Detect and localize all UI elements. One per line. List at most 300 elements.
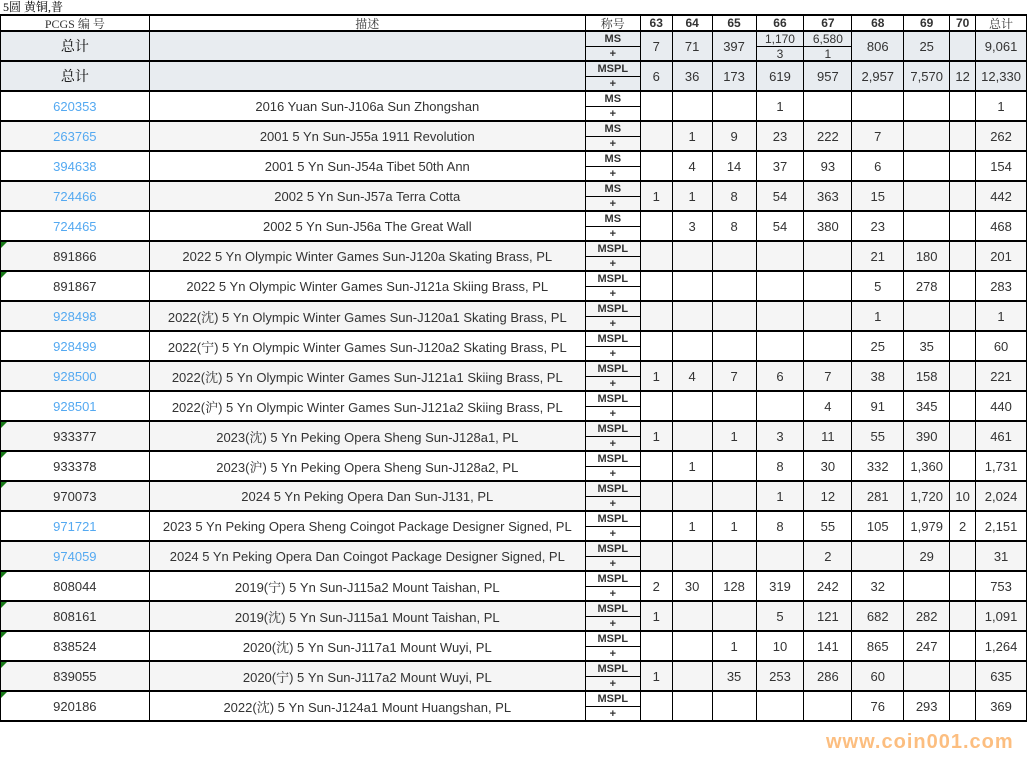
grade-cell: 7 xyxy=(712,362,756,390)
coin-row xyxy=(1,122,1026,152)
header-total: 总计 xyxy=(975,16,1026,30)
grade-cell: 180 xyxy=(903,242,949,270)
designation-cell xyxy=(585,32,640,60)
grade-cell xyxy=(672,332,712,360)
grade-cell xyxy=(949,692,975,720)
grade-cell: 9 xyxy=(712,122,756,150)
total-cell: 442 xyxy=(975,182,1026,210)
grade-cell xyxy=(712,542,756,570)
grade-cell: 7,570 xyxy=(903,62,949,90)
designation-top: MSPL xyxy=(586,572,640,587)
designation-plus: + xyxy=(609,528,616,540)
grade-cell xyxy=(949,542,975,570)
designation-cell xyxy=(585,452,640,480)
total-cell: 9,061 xyxy=(975,32,1026,60)
total-cell: 461 xyxy=(975,422,1026,450)
grade-cell xyxy=(949,272,975,300)
pcgs-number: 838524 xyxy=(53,638,97,654)
pcgs-cell xyxy=(1,512,149,540)
designation-plus: + xyxy=(609,588,616,600)
description-cell: 2001 5 Yn Sun-J55a 1911 Revolution xyxy=(149,122,585,150)
header-grade-65: 65 xyxy=(712,16,756,30)
description-cell: 2002 5 Yn Sun-J57a Terra Cotta xyxy=(149,182,585,210)
grade-cell xyxy=(803,242,851,270)
grade-cell: 247 xyxy=(903,632,949,660)
grade-cell xyxy=(672,272,712,300)
coin-row xyxy=(1,512,1026,542)
grade-cell: 1 xyxy=(672,452,712,480)
designation-top: MSPL xyxy=(586,692,640,707)
grade-cell: 8 xyxy=(756,512,804,540)
designation-cell xyxy=(585,542,640,570)
designation-top: MSPL xyxy=(586,602,640,617)
grade-cell: 957 xyxy=(803,62,851,90)
watermark: www.coin001.com xyxy=(826,731,1014,753)
grade-cell: 865 xyxy=(851,632,903,660)
grade-cell: 8 xyxy=(756,452,804,480)
grade-cell: 7 xyxy=(851,122,903,150)
pcgs-number: 920186 xyxy=(53,698,97,714)
grade-cell xyxy=(672,692,712,720)
grade-cell xyxy=(949,242,975,270)
grade-cell xyxy=(949,572,975,600)
pcgs-cell xyxy=(1,242,149,270)
grade-value-bottom: 1 xyxy=(824,47,832,60)
totals-description-cell xyxy=(149,62,585,90)
grade-cell xyxy=(949,422,975,450)
pcgs-number-link[interactable]: 724466 xyxy=(53,188,97,204)
row-marker-icon xyxy=(1,272,7,278)
grade-cell: 1 xyxy=(712,512,756,540)
grade-cell: 12 xyxy=(949,62,975,90)
pcgs-number-link[interactable]: 620353 xyxy=(53,98,97,114)
total-cell: 283 xyxy=(975,272,1026,300)
grade-cell: 36 xyxy=(672,62,712,90)
pcgs-cell xyxy=(1,422,149,450)
designation-top: MSPL xyxy=(586,62,640,77)
grade-cell xyxy=(672,482,712,510)
designation-top: MS xyxy=(586,152,640,167)
designation-cell xyxy=(585,122,640,150)
grade-cell: 390 xyxy=(903,422,949,450)
designation-plus: + xyxy=(609,48,616,60)
grade-cell xyxy=(640,152,672,180)
pcgs-number-link[interactable]: 928501 xyxy=(53,398,97,414)
grade-cell xyxy=(949,662,975,690)
pcgs-cell xyxy=(1,482,149,510)
designation-plus: + xyxy=(609,318,616,330)
designation-cell xyxy=(585,152,640,180)
total-cell: 154 xyxy=(975,152,1026,180)
grade-cell xyxy=(903,122,949,150)
coin-row xyxy=(1,422,1026,452)
pcgs-number: 933377 xyxy=(53,428,97,444)
description-cell: 2023(沪) 5 Yn Peking Opera Sheng Sun-J128a2, PL xyxy=(149,452,585,480)
pcgs-cell xyxy=(1,452,149,480)
pcgs-number-link[interactable]: 394638 xyxy=(53,158,97,174)
grade-cell xyxy=(851,92,903,120)
grade-cell xyxy=(712,602,756,630)
coin-row xyxy=(1,692,1026,722)
grade-cell: 3 xyxy=(672,212,712,240)
grade-cell xyxy=(949,152,975,180)
grade-cell: 1 xyxy=(640,362,672,390)
grade-cell xyxy=(640,92,672,120)
row-marker-icon xyxy=(1,662,7,668)
designation-plus: + xyxy=(609,138,616,150)
pcgs-number: 808044 xyxy=(53,578,97,594)
grade-cell xyxy=(712,452,756,480)
pcgs-cell xyxy=(1,122,149,150)
designation-plus: + xyxy=(609,618,616,630)
coin-row xyxy=(1,152,1026,182)
pcgs-number-link[interactable]: 724465 xyxy=(53,218,97,234)
coin-row xyxy=(1,542,1026,572)
grade-cell xyxy=(949,302,975,330)
designation-plus: + xyxy=(609,228,616,240)
pcgs-number: 933378 xyxy=(53,458,97,474)
grade-cell: 30 xyxy=(803,452,851,480)
grade-cell xyxy=(756,272,804,300)
header-grade-63: 63 xyxy=(640,16,672,30)
designation-cell xyxy=(585,62,640,90)
designation-plus: + xyxy=(609,408,616,420)
designation-plus: + xyxy=(609,648,616,660)
description-cell: 2023(沈) 5 Yn Peking Opera Sheng Sun-J128a1, PL xyxy=(149,422,585,450)
designation-cell xyxy=(585,272,640,300)
description-cell: 2023 5 Yn Peking Opera Sheng Coingot Package Designer Signed, PL xyxy=(149,512,585,540)
designation-top: MSPL xyxy=(586,302,640,317)
header-grade-69: 69 xyxy=(903,16,949,30)
grade-cell: 15 xyxy=(851,182,903,210)
grade-cell xyxy=(949,92,975,120)
grade-cell xyxy=(672,92,712,120)
total-cell: 1,091 xyxy=(975,602,1026,630)
grade-cell xyxy=(949,122,975,150)
row-marker-icon xyxy=(1,572,7,578)
totals-label: 总计 xyxy=(60,70,89,85)
grade-cell: 8 xyxy=(712,212,756,240)
grade-cell xyxy=(949,32,975,60)
designation-cell xyxy=(585,662,640,690)
grade-cell: 2 xyxy=(803,542,851,570)
grade-cell: 397 xyxy=(712,32,756,60)
designation-plus: + xyxy=(609,498,616,510)
pcgs-number-link[interactable]: 928500 xyxy=(53,368,97,384)
row-marker-icon xyxy=(1,452,7,458)
grade-cell: 332 xyxy=(851,452,903,480)
grade-cell: 10 xyxy=(756,632,804,660)
grade-cell: 8 xyxy=(712,182,756,210)
description-cell: 2022(宁) 5 Yn Olympic Winter Games Sun-J120a2 Skating Brass, PL xyxy=(149,332,585,360)
description-cell: 2001 5 Yn Sun-J54a Tibet 50th Ann xyxy=(149,152,585,180)
total-cell: 2,024 xyxy=(975,482,1026,510)
grade-cell: 1 xyxy=(640,662,672,690)
designation-cell xyxy=(585,362,640,390)
grade-cell xyxy=(949,392,975,420)
description-cell: 2022 5 Yn Olympic Winter Games Sun-J120a Skating Brass, PL xyxy=(149,242,585,270)
total-cell: 201 xyxy=(975,242,1026,270)
grade-cell xyxy=(640,212,672,240)
total-cell: 1,731 xyxy=(975,452,1026,480)
grade-cell xyxy=(949,602,975,630)
grade-cell: 173 xyxy=(712,62,756,90)
grade-cell: 54 xyxy=(756,212,804,240)
grade-cell: 6 xyxy=(640,62,672,90)
grade-cell: 7 xyxy=(803,362,851,390)
row-marker-icon xyxy=(1,242,7,248)
grade-cell xyxy=(756,332,804,360)
grade-cell: 23 xyxy=(851,212,903,240)
total-cell: 1 xyxy=(975,92,1026,120)
grade-cell: 37 xyxy=(756,152,804,180)
total-cell: 12,330 xyxy=(975,62,1026,90)
grade-cell xyxy=(903,92,949,120)
grade-cell xyxy=(712,692,756,720)
pcgs-number-link[interactable]: 928499 xyxy=(53,338,97,354)
total-cell: 262 xyxy=(975,122,1026,150)
grade-cell: 93 xyxy=(803,152,851,180)
total-cell: 753 xyxy=(975,572,1026,600)
grade-cell: 619 xyxy=(756,62,804,90)
grade-cell xyxy=(903,302,949,330)
grade-cell: 242 xyxy=(803,572,851,600)
pcgs-cell xyxy=(1,392,149,420)
total-cell: 221 xyxy=(975,362,1026,390)
grade-cell xyxy=(903,662,949,690)
coin-row xyxy=(1,572,1026,602)
grade-cell xyxy=(712,332,756,360)
grade-cell xyxy=(949,632,975,660)
grade-cell xyxy=(640,632,672,660)
grade-cell: 806 xyxy=(851,32,903,60)
description-cell: 2016 Yuan Sun-J106a Sun Zhongshan xyxy=(149,92,585,120)
grade-cell xyxy=(640,452,672,480)
designation-cell xyxy=(585,512,640,540)
pcgs-number-link[interactable]: 971721 xyxy=(53,518,97,534)
pcgs-cell xyxy=(1,602,149,630)
grade-cell xyxy=(640,332,672,360)
grade-cell: 76 xyxy=(851,692,903,720)
grade-cell: 7 xyxy=(640,32,672,60)
row-marker-icon xyxy=(1,422,7,428)
grade-cell: 380 xyxy=(803,212,851,240)
header-pcgs-number: PCGS 编 号 xyxy=(44,16,105,30)
grade-cell: 54 xyxy=(756,182,804,210)
pcgs-cell xyxy=(1,572,149,600)
coin-row xyxy=(1,602,1026,632)
grade-cell xyxy=(640,542,672,570)
coin-row xyxy=(1,362,1026,392)
grade-cell xyxy=(672,632,712,660)
description-cell: 2022(沈) 5 Yn Olympic Winter Games Sun-J120a1 Skating Brass, PL xyxy=(149,302,585,330)
row-marker-icon xyxy=(1,482,7,488)
grade-cell xyxy=(640,122,672,150)
population-table xyxy=(0,14,1027,722)
grade-cell: 278 xyxy=(903,272,949,300)
designation-cell xyxy=(585,422,640,450)
grade-cell xyxy=(903,152,949,180)
coin-row xyxy=(1,482,1026,512)
grade-cell xyxy=(640,392,672,420)
coin-row xyxy=(1,242,1026,272)
grade-cell: 10 xyxy=(949,482,975,510)
designation-top: MSPL xyxy=(586,422,640,437)
coin-row xyxy=(1,92,1026,122)
designation-top: MSPL xyxy=(586,512,640,527)
coin-row xyxy=(1,632,1026,662)
total-cell: 2,151 xyxy=(975,512,1026,540)
grade-cell: 55 xyxy=(803,512,851,540)
pcgs-number: 839055 xyxy=(53,668,97,684)
description-cell: 2022(沪) 5 Yn Olympic Winter Games Sun-J121a2 Skiing Brass, PL xyxy=(149,392,585,420)
grade-cell: 1,360 xyxy=(903,452,949,480)
grade-cell: 3 xyxy=(756,422,804,450)
pcgs-cell xyxy=(1,542,149,570)
pcgs-cell xyxy=(1,212,149,240)
description-cell: 2022(沈) 5 Yn Olympic Winter Games Sun-J121a1 Skiing Brass, PL xyxy=(149,362,585,390)
grade-cell xyxy=(672,242,712,270)
designation-top: MSPL xyxy=(586,542,640,557)
grade-cell: 2,957 xyxy=(851,62,903,90)
grade-cell xyxy=(756,302,804,330)
header-description: 描述 xyxy=(149,16,585,30)
grade-cell xyxy=(851,542,903,570)
grade-cell: 1 xyxy=(756,92,804,120)
total-cell: 440 xyxy=(975,392,1026,420)
coin-row xyxy=(1,392,1026,422)
description-cell: 2022(沈) 5 Yn Sun-J124a1 Mount Huangshan, PL xyxy=(149,692,585,720)
grade-cell xyxy=(803,92,851,120)
grade-cell: 4 xyxy=(672,362,712,390)
designation-cell xyxy=(585,182,640,210)
designation-plus: + xyxy=(609,468,616,480)
designation-cell xyxy=(585,212,640,240)
coin-row xyxy=(1,212,1026,242)
designation-top: MSPL xyxy=(586,662,640,677)
designation-plus: + xyxy=(609,438,616,450)
totals-row xyxy=(1,32,1026,62)
total-cell: 60 xyxy=(975,332,1026,360)
header-grade-64: 64 xyxy=(672,16,712,30)
grade-cell xyxy=(672,662,712,690)
grade-cell: 293 xyxy=(903,692,949,720)
designation-top: MSPL xyxy=(586,392,640,407)
designation-plus: + xyxy=(609,78,616,90)
grade-cell: 281 xyxy=(851,482,903,510)
grade-cell xyxy=(640,692,672,720)
pcgs-cell xyxy=(1,92,149,120)
designation-top: MSPL xyxy=(586,452,640,467)
pcgs-number: 891867 xyxy=(53,278,97,294)
designation-plus: + xyxy=(609,678,616,690)
grade-cell xyxy=(712,302,756,330)
grade-cell: 6 xyxy=(851,152,903,180)
coin-row xyxy=(1,452,1026,482)
grade-cell xyxy=(949,362,975,390)
pcgs-number-link[interactable]: 263765 xyxy=(53,128,97,144)
grade-cell: 30 xyxy=(672,572,712,600)
grade-cell: 91 xyxy=(851,392,903,420)
designation-cell xyxy=(585,632,640,660)
designation-cell xyxy=(585,332,640,360)
pcgs-number-link[interactable]: 928498 xyxy=(53,308,97,324)
grade-cell: 21 xyxy=(851,242,903,270)
designation-top: MSPL xyxy=(586,242,640,257)
grade-cell: 286 xyxy=(803,662,851,690)
grade-cell: 2 xyxy=(949,512,975,540)
grade-cell: 1 xyxy=(640,182,672,210)
grade-value-bottom: 3 xyxy=(776,47,784,60)
grade-cell: 25 xyxy=(851,332,903,360)
grade-cell xyxy=(756,692,804,720)
designation-cell xyxy=(585,92,640,120)
grade-cell xyxy=(949,452,975,480)
designation-top: MS xyxy=(586,122,640,137)
pcgs-cell xyxy=(1,662,149,690)
row-marker-icon xyxy=(1,602,7,608)
grade-cell: 158 xyxy=(903,362,949,390)
grade-cell xyxy=(949,332,975,360)
totals-description-cell xyxy=(149,32,585,60)
description-cell: 2024 5 Yn Peking Opera Dan Coingot Package Designer Signed, PL xyxy=(149,542,585,570)
designation-top: MS xyxy=(586,32,640,47)
pcgs-number-link[interactable]: 974059 xyxy=(53,548,97,564)
designation-plus: + xyxy=(609,558,616,570)
designation-top: MSPL xyxy=(586,272,640,287)
coin-row xyxy=(1,332,1026,362)
grade-cell: 1 xyxy=(712,632,756,660)
header-grade-70: 70 xyxy=(949,16,975,30)
pcgs-cell xyxy=(1,632,149,660)
grade-cell xyxy=(803,302,851,330)
grade-cell: 1,720 xyxy=(903,482,949,510)
grade-cell: 14 xyxy=(712,152,756,180)
grade-cell: 105 xyxy=(851,512,903,540)
pcgs-cell xyxy=(1,302,149,330)
grade-cell: 1 xyxy=(640,602,672,630)
designation-plus: + xyxy=(609,258,616,270)
total-cell: 369 xyxy=(975,692,1026,720)
totals-row xyxy=(1,62,1026,92)
grade-cell-split xyxy=(803,32,851,60)
designation-plus: + xyxy=(609,708,616,720)
grade-cell xyxy=(672,422,712,450)
designation-top: MS xyxy=(586,92,640,107)
grade-cell: 25 xyxy=(903,32,949,60)
grade-cell: 38 xyxy=(851,362,903,390)
designation-top: MSPL xyxy=(586,482,640,497)
designation-cell xyxy=(585,482,640,510)
grade-cell xyxy=(640,512,672,540)
grade-cell: 1 xyxy=(672,122,712,150)
total-cell: 635 xyxy=(975,662,1026,690)
grade-cell: 71 xyxy=(672,32,712,60)
grade-cell: 253 xyxy=(756,662,804,690)
pcgs-cell xyxy=(1,692,149,720)
designation-plus: + xyxy=(609,288,616,300)
grade-cell: 363 xyxy=(803,182,851,210)
total-cell: 468 xyxy=(975,212,1026,240)
grade-cell xyxy=(640,272,672,300)
designation-top: MS xyxy=(586,212,640,227)
row-marker-icon xyxy=(1,632,7,638)
total-cell: 31 xyxy=(975,542,1026,570)
grade-cell: 35 xyxy=(712,662,756,690)
grade-cell: 6 xyxy=(756,362,804,390)
grade-cell xyxy=(712,392,756,420)
grade-cell xyxy=(903,212,949,240)
